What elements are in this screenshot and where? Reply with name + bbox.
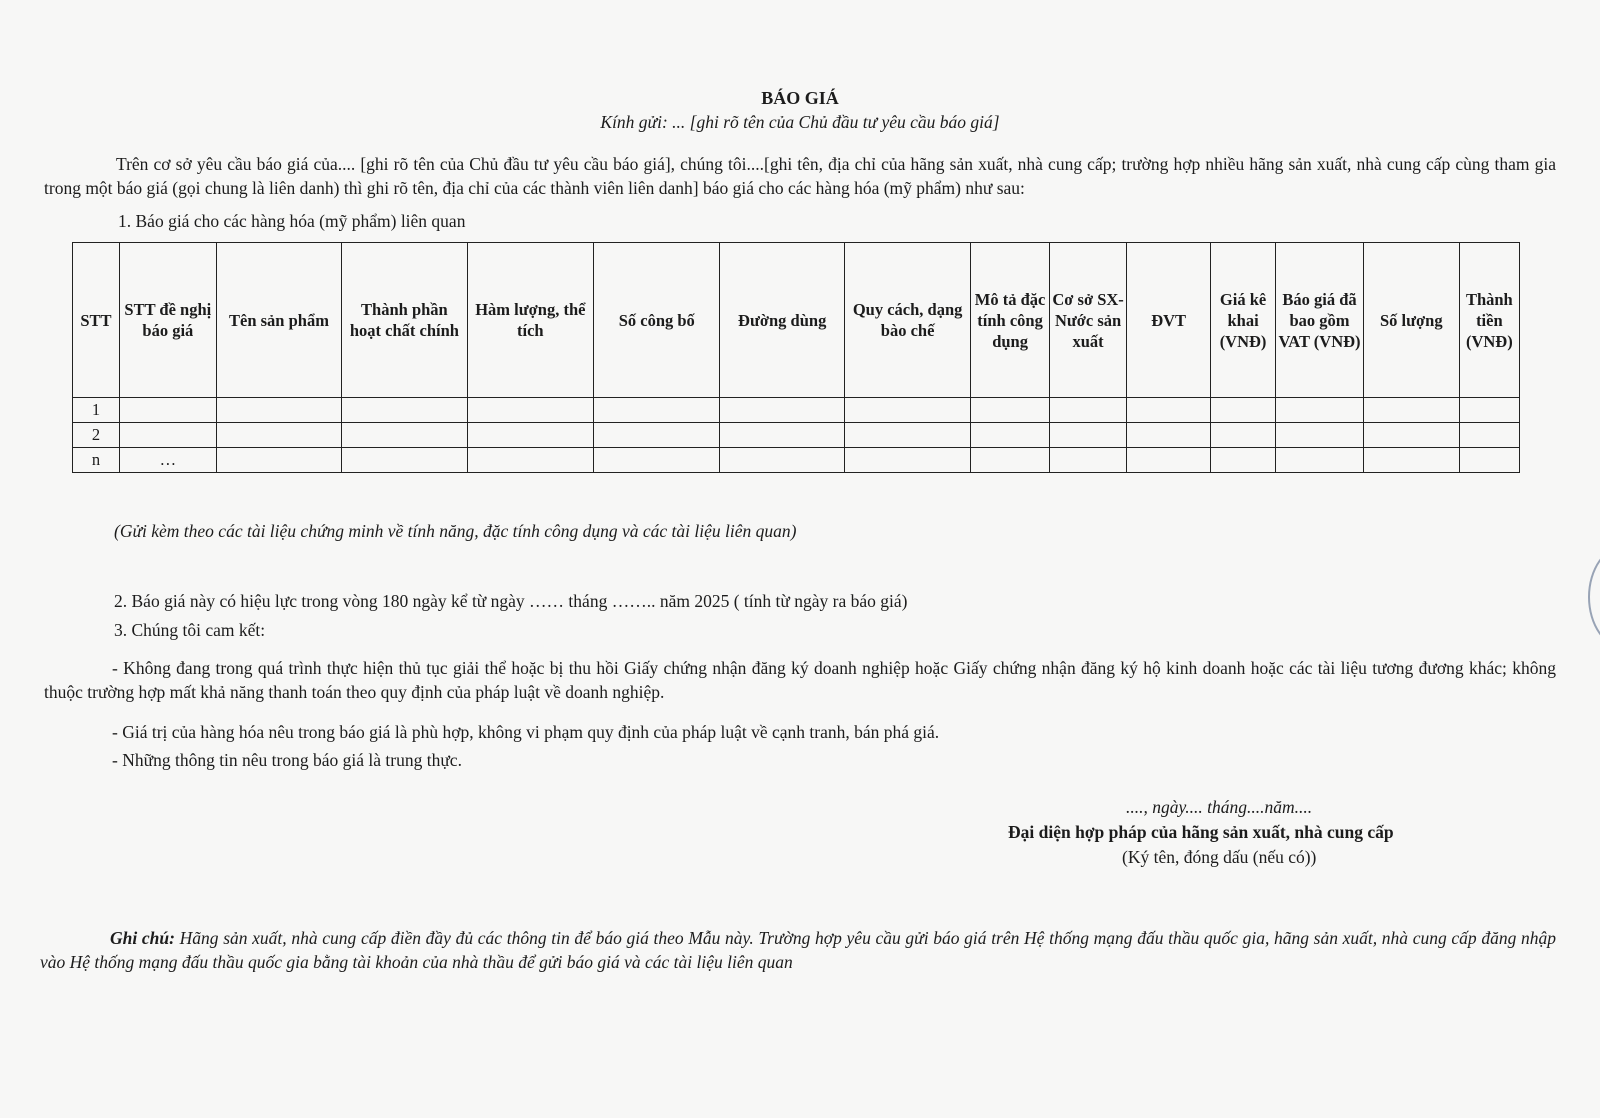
header-cell: Số lượng — [1363, 243, 1459, 398]
header-cell: Tên sản phẩm — [216, 243, 341, 398]
table-cell — [1363, 423, 1459, 448]
table-cell — [342, 423, 467, 448]
table-cell — [971, 423, 1050, 448]
header-cell: STT đề nghị báo giá — [119, 243, 216, 398]
header-cell: Mô tả đặc tính công dụng — [971, 243, 1050, 398]
table-cell — [1127, 398, 1211, 423]
quotation-table — [72, 242, 1520, 473]
header-cell: ĐVT — [1127, 243, 1211, 398]
intro-paragraph: Trên cơ sở yêu cầu báo giá của.... [ghi rõ tên của Chủ đầu tư yêu cầu báo giá], chúng tôi....[ghi tên, địa chỉ của hãng sản xuất, nhà cung cấp; trường hợp nhiều hãng sản xuất, nhà cung cấp cùng tham gia trong một báo giá (gọi chung là liên danh) thì ghi rõ tên, địa chỉ của các thành viên liên danh] báo giá cho các hàng hóa (mỹ phẩm) như sau: — [44, 154, 1556, 198]
table-cell — [467, 398, 593, 423]
validity-clause: 2. Báo giá này có hiệu lực trong vòng 180 ngày kể từ ngày …… tháng …….. năm 2025 ( tính từ ngày ra báo giá) — [114, 591, 908, 611]
commitment-item: - Những thông tin nêu trong báo giá là trung thực. — [112, 750, 462, 770]
table-cell — [1127, 423, 1211, 448]
footnote — [40, 926, 1556, 974]
table-cell — [594, 423, 720, 448]
table-cell — [844, 423, 970, 448]
table-cell: 2 — [73, 423, 120, 448]
table-cell — [594, 448, 720, 473]
header-cell: Quy cách, dạng bào chế — [844, 243, 970, 398]
table-cell — [1276, 448, 1364, 473]
table-cell — [971, 398, 1050, 423]
header-cell: Thành phần hoạt chất chính — [342, 243, 467, 398]
table-cell — [1459, 423, 1519, 448]
table-cell — [1363, 448, 1459, 473]
table-row — [73, 448, 1520, 473]
table-cell — [467, 448, 593, 473]
table-cell — [1127, 448, 1211, 473]
table-cell — [1210, 423, 1275, 448]
footnote-label: Ghi chú: — [110, 928, 175, 948]
commitment-item: - Không đang trong quá trình thực hiện thủ tục giải thể hoặc bị thu hồi Giấy chứng nhận đăng ký doanh nghiệp hoặc Giấy chứng nhận đăng ký hộ kinh doanh hoặc các tài liệu tương đương khác; không thuộc trường hợp mất khả năng thanh toán theo quy định của pháp luật về doanh nghiệp. — [44, 658, 1556, 702]
commitment-item: - Giá trị của hàng hóa nêu trong báo giá là phù hợp, không vi phạm quy định của pháp luật về cạnh tranh, bán phá giá. — [112, 722, 940, 742]
commitments-heading: 3. Chúng tôi cam kết: — [114, 620, 266, 640]
header-cell: Báo giá đã bao gồm VAT (VNĐ) — [1276, 243, 1364, 398]
table-cell — [1210, 448, 1275, 473]
table-body — [73, 398, 1520, 473]
table-cell — [971, 448, 1050, 473]
header-cell: STT — [73, 243, 120, 398]
table-cell: … — [119, 448, 216, 473]
table-cell — [119, 398, 216, 423]
table-cell — [1459, 448, 1519, 473]
table-cell — [1276, 423, 1364, 448]
table-cell — [720, 423, 844, 448]
table-cell — [342, 448, 467, 473]
table-cell — [1049, 423, 1126, 448]
signature-date-line: ...., ngày.... tháng....năm.... — [1126, 797, 1313, 817]
table-cell: 1 — [73, 398, 120, 423]
table-cell — [216, 448, 341, 473]
table-cell — [1459, 398, 1519, 423]
signature-role: Đại diện hợp pháp của hãng sản xuất, nhà cung cấp — [1008, 822, 1394, 842]
table-row — [73, 398, 1520, 423]
table-row — [73, 423, 1520, 448]
table-cell — [1049, 398, 1126, 423]
table-cell — [216, 423, 341, 448]
header-cell: Số công bố — [594, 243, 720, 398]
header-cell: Cơ sở SX-Nước sản xuất — [1049, 243, 1126, 398]
table-cell — [720, 448, 844, 473]
table-cell — [1276, 398, 1364, 423]
table-cell — [594, 398, 720, 423]
stamp-mark — [1588, 545, 1600, 649]
table-cell — [720, 398, 844, 423]
recipient-line: Kính gửi: ... [ghi rõ tên của Chủ đầu tư yêu cầu báo giá] — [600, 112, 1000, 132]
attachment-note: (Gửi kèm theo các tài liệu chứng minh về tính năng, đặc tính công dụng và các tài liệu liên quan) — [114, 521, 797, 541]
table-cell — [1210, 398, 1275, 423]
table-cell — [844, 398, 970, 423]
signature-instruction: (Ký tên, đóng dấu (nếu có)) — [1122, 847, 1317, 867]
header-cell: Giá kê khai (VNĐ) — [1210, 243, 1275, 398]
table-cell — [844, 448, 970, 473]
table-header-row — [73, 243, 1520, 398]
table-cell — [216, 398, 341, 423]
table-cell — [1049, 448, 1126, 473]
section-1-heading: 1. Báo giá cho các hàng hóa (mỹ phẩm) liên quan — [118, 211, 466, 231]
table-cell — [342, 398, 467, 423]
table-cell — [1363, 398, 1459, 423]
document-title: BÁO GIÁ — [761, 88, 839, 108]
header-cell: Thành tiền (VNĐ) — [1459, 243, 1519, 398]
header-cell: Đường dùng — [720, 243, 844, 398]
table-cell — [119, 423, 216, 448]
header-cell: Hàm lượng, thể tích — [467, 243, 593, 398]
table-cell — [467, 423, 593, 448]
footnote-text: Hãng sản xuất, nhà cung cấp điền đầy đủ các thông tin để báo giá theo Mẫu này. Trường hợp yêu cầu gửi báo giá trên Hệ thống mạng đấu thầu quốc gia, hãng sản xuất, nhà cung cấp đăng nhập vào Hệ thống mạng đấu thầu quốc gia bằng tài khoản của nhà thầu để gửi báo giá và các tài liệu liên quan — [40, 928, 1557, 972]
table-cell: n — [73, 448, 120, 473]
